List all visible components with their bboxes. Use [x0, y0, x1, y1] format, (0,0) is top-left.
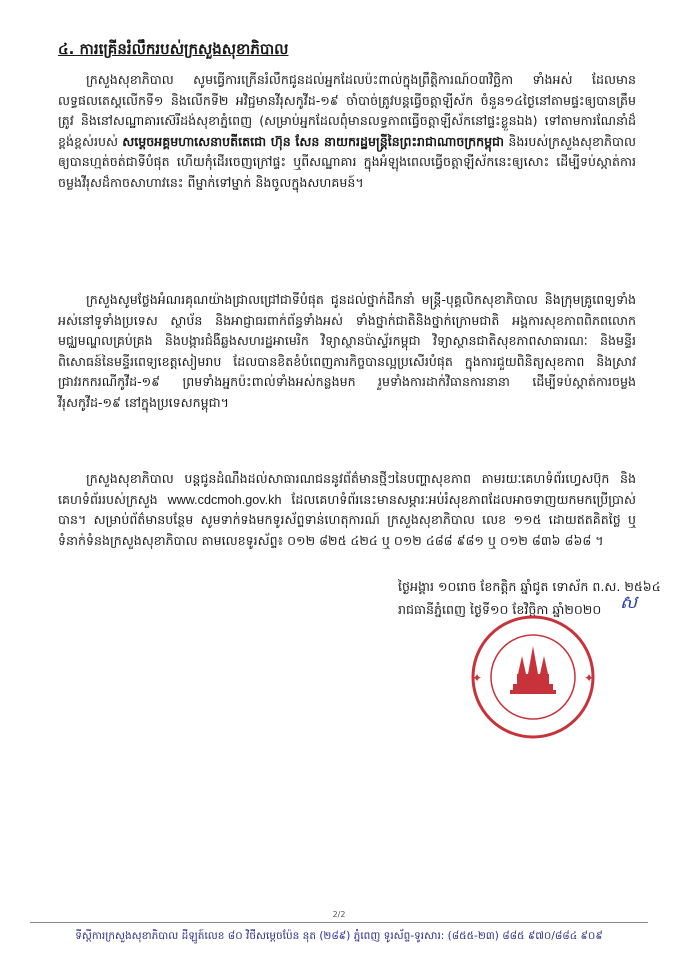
ministry-seal-stamp — [468, 612, 598, 742]
paragraph-reminder — [58, 70, 636, 274]
svg-text:✦: ✦ — [472, 671, 483, 685]
paragraph-contact-text-b: ដែលគេហទំព័រនេះមានសម្ភារៈអប់រំសុខភាពដែលអាចទាញយកមកប្រើប្រាស់បាន។ សម្រាប់ព័ត៌មានបន្ថែម សូមទាក់ទងមកទូរស័ព្ទទាន់ហេតុការណ៍ ក្រសួងសុខាភិបាល លេខ ១១៥ ដោយឥតគិតថ្លៃ ឬទំនាក់ទំនងក្រសួងសុខាភិបាល តាមលេខទូរស័ព្ទ៖ ០១២ ៨២៥ ៤២៤ ឬ ០១២ ៤៨៨ ៩៨១ ឬ ០១២ ៨៣៦ ៨៦៨ ។ — [58, 491, 636, 548]
footer-divider — [30, 922, 648, 923]
solar-date: រាជធានីភ្នំពេញ ថ្ងៃទី១០ ខែវិច្ឆិកា ឆ្នាំ២០២០ — [398, 602, 602, 617]
handwritten-initials: ស — [620, 592, 638, 613]
paragraph-thanks-text: ក្រសួងសូមថ្លែងអំណរគុណយ៉ាងជ្រាលជ្រៅជាទីបំផុត ជូនដល់ថ្នាក់ដឹកនាំ មន្ត្រី-បុគ្គលិកសុខាភិបាល និងក្រុមគ្រូពេទ្យទាំងអស់នៅទូទាំងប្រទេស ស្ថាប័ន និងអាជ្ញាធរពាក់ព័ន្ធទាំងអស់ ទាំងថ្នាក់ជាតិនិងថ្នាក់ក្រោមជាតិ អង្គការសុខភាពពិភពលោក មជ្ឈមណ្ឌលគ្រប់គ្រង និងបង្ការជំងឺឆ្លងសហរដ្ឋអាមេរិក វិទ្យាស្ថានប៉ាស្ទ័រកម្ពុជា វិទ្យាស្ថានជាតិសុខភាពសាធារណៈ និងមន្ទីរពិសោធន៍នៃមន្ទីរពេទ្យខេត្តសៀមរាប ដែលបានខិតខំបំពេញភារកិច្ចបានល្អប្រសើរបំផុត ក្នុងការជួយពិនិត្យសុខភាព និងស្រាវជ្រាវរកករណីកូវីដ-១៩ ព្រមទាំងអ្នកប៉ះពាល់ទាំងអស់កន្លងមក រួមទាំងការដាក់វិធានការនានា ដើម្បីទប់ស្កាត់ការចម្លងវីរុសកូវីដ-១៩ នៅក្នុងប្រទេសកម្ពុជា។ — [58, 292, 636, 410]
paragraph-reminder-text-a: ក្រសួងសុខាភិបាល សូមធ្វើការក្រើនរំលឹកជូនដល់អ្នកដែលប៉ះពាល់ក្នុងព្រឹត្តិការណ៍០៣វិច្ឆិកា ទាំងអស់ ដែលមានលទ្ធផលតេស្តលើកទី១ និងលើកទី២ អវិជ្ជមានវីរុសកូវីដ-១៩ ចាំបាច់ត្រូវបន្តធ្វើចត្តាឡីស័ក ចំនួន១៤ថ្ងៃនៅតាមផ្ទះឲ្យបានត្រឹមត្រូវ និងនៅសណ្ឋាគារស៊េរីដង់សុខាភ្នំពេញ (សម្រាប់អ្នកដែលពុំមានលទ្ធភាពធ្វើចត្តាឡីស័កនៅផ្ទះខ្លួនឯង) ទៅតាមការណែនាំដ៏ខ្ពង់ខ្ពស់របស់ — [58, 72, 636, 149]
paragraph-contact-text-a: ក្រសួងសុខាភិបាល បន្តជូនដំណឹងដល់សាធារណជននូវព័ត៌មានថ្មីៗនៃបញ្ហាសុខភាព តាមរយៈគេហទំព័រហ្វេសប៊ុក និងគេហទំព័ររបស់ក្រសួង — [58, 471, 636, 507]
paragraph-contact — [58, 469, 636, 569]
lunar-date: ថ្ងៃអង្គារ ១០រោច ខែកត្តិក ឆ្នាំជូត ទោស័ក ព.ស. ២៥៦៤ — [398, 579, 661, 594]
section-heading: ៤. ការគ្រើនរំលឹករបស់ក្រសួងសុខាភិបាល — [58, 40, 289, 58]
temple-icon — [510, 646, 556, 694]
paragraph-reminder-bold-name: សម្តេចអគ្គមហាសេនាបតីតេជោ ហ៊ុន សែន នាយករដ្ឋមន្ត្រីនៃព្រះរាជាណាចក្រកម្ពុជា — [122, 133, 505, 149]
paragraph-reminder-text-b: និងរបស់ក្រសួងសុខាភិបាលឲ្យបានហ្មត់ចត់ជាទីបំផុត ហើយកុំដើរចេញក្រៅផ្ទះ ឬពីសណ្ឋាគារ ក្នុងអំឡុងពេលធ្វើចត្តាឡីស័កនេះឲ្យសោះ ដើម្បីទប់ស្កាត់ការចម្លងវីរុសដ៏កាចសាហាវនេះ ពីម្នាក់ទៅម្នាក់ និងចូលក្នុងសហគមន៍។ — [58, 133, 636, 190]
footer-address: ទីស្តីការក្រសួងសុខាភិបាល ដីឡូត៍លេខ ៨០ វិថីសម្តេចប៉ែន នុត (២៨៩) ភ្នំពេញ ទូរស័ព្ទ-ទូរសារ: (៨៥៥-២៣) ៨៨៥ ៩៧០/៨៨៤ ៩០៩ — [75, 930, 603, 942]
page-number: 2/2 — [332, 910, 346, 919]
svg-text:✦: ✦ — [584, 671, 595, 685]
website-link[interactable]: www.cdcmoh.gov.kh — [167, 492, 282, 507]
paragraph-thanks — [58, 290, 636, 452]
